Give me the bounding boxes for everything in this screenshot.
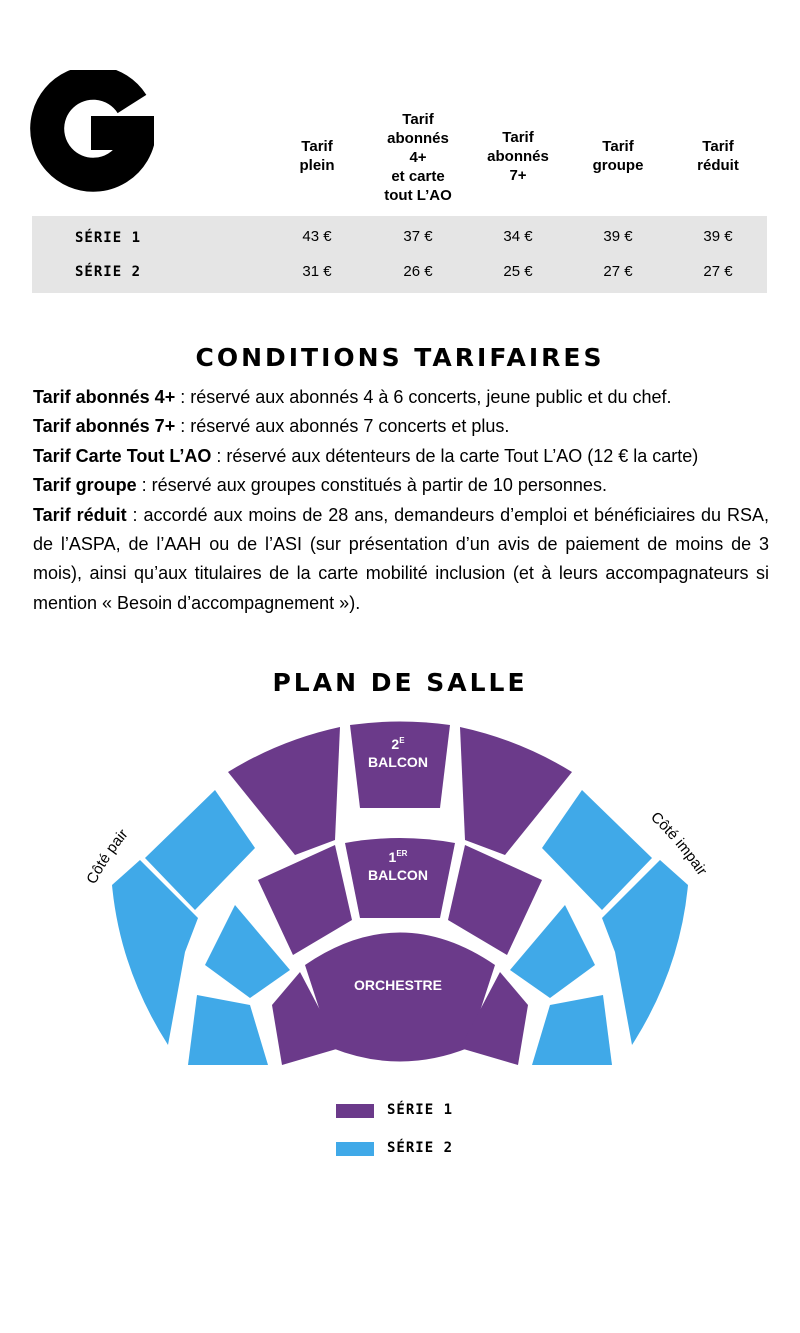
- section-serie-1[interactable]: [258, 845, 352, 955]
- condition-term: Tarif réduit: [33, 504, 127, 525]
- balcon-1-sup: ER: [396, 849, 408, 858]
- condition-term: Tarif Carte Tout L’AO: [33, 445, 212, 466]
- header-tarif-groupe: Tarif groupe: [592, 138, 644, 174]
- condition-item: [33, 442, 769, 471]
- price-cell: 31 €: [302, 263, 332, 280]
- condition-item: [33, 501, 769, 619]
- balcon-2-text: BALCON: [368, 754, 428, 770]
- legend-swatch-serie-2: [336, 1142, 374, 1156]
- header-tarif-plein: Tarif plein: [299, 138, 335, 174]
- condition-text: : accordé aux moins de 28 ans, demandeurs d’emploi et bénéficiaires du RSA, de l’ASPA, de l’AAH ou de l’ASI (sur présentation d’un avis de paiement de moins de 3 mois), ainsi qu’aux titulaires de la carte mobilité inclusion (et à leurs accompagnateurs si mention « Besoin d’accompagnement »).: [33, 504, 770, 613]
- price-cell: 39 €: [603, 228, 633, 245]
- price-cell: 37 €: [403, 228, 433, 245]
- legend-label-serie-1: SÉRIE 1: [387, 1102, 454, 1118]
- condition-item: [33, 471, 769, 500]
- header-tarif-reduit: Tarif réduit: [697, 138, 739, 174]
- balcon-1-number: 1: [388, 849, 397, 865]
- conditions-title: CONDITIONS TARIFAIRES: [195, 343, 605, 372]
- balcon-1-text: BALCON: [368, 867, 428, 883]
- condition-text: : réservé aux groupes constitués à partir de 10 personnes.: [136, 475, 607, 496]
- cote-impair-label: Côté impair: [647, 808, 711, 879]
- condition-text: : réservé aux abonnés 4 à 6 concerts, jeune public et du chef.: [175, 387, 672, 407]
- section-serie-1[interactable]: [448, 845, 542, 955]
- balcon-2-number: 2: [391, 736, 400, 752]
- section-serie-2[interactable]: [188, 995, 268, 1065]
- price-cell: 25 €: [503, 263, 533, 280]
- price-cell: 27 €: [603, 263, 633, 280]
- plan-title: PLAN DE SALLE: [272, 668, 528, 697]
- condition-text: : réservé aux abonnés 7 concerts et plus.: [175, 416, 510, 437]
- price-cell: 34 €: [503, 228, 533, 245]
- row-label-serie-2: SÉRIE 2: [75, 264, 142, 280]
- legend-label-serie-2: SÉRIE 2: [387, 1140, 454, 1156]
- price-cell: 43 €: [302, 228, 332, 245]
- condition-term: Tarif abonnés 7+: [33, 416, 176, 437]
- header-tarif-abonnes-7: Tarif abonnés 7+: [487, 129, 549, 184]
- g-logo-icon: [28, 70, 154, 196]
- condition-text: : réservé aux détenteurs de la carte Tout L’AO (12 € la carte): [211, 445, 699, 466]
- balcon-2-sup: E: [399, 736, 405, 745]
- cote-pair-label: Côté pair: [83, 825, 132, 887]
- condition-item: [33, 383, 769, 412]
- row-label-serie-1: SÉRIE 1: [75, 230, 142, 246]
- price-cell: 26 €: [403, 263, 433, 280]
- section-serie-2[interactable]: [532, 995, 612, 1065]
- condition-item: [33, 412, 769, 441]
- orchestre-label: ORCHESTRE: [354, 977, 442, 993]
- price-cell: 27 €: [703, 263, 733, 280]
- legend-swatch-serie-1: [336, 1104, 374, 1118]
- price-cell: 39 €: [703, 228, 733, 245]
- condition-term: Tarif groupe: [33, 475, 137, 496]
- conditions-list: [33, 383, 769, 618]
- seating-plan: [0, 700, 800, 1100]
- header-tarif-abonnes-4: Tarif abonnés 4+ et carte tout L’AO: [384, 111, 452, 204]
- condition-term: Tarif abonnés 4+: [33, 387, 176, 407]
